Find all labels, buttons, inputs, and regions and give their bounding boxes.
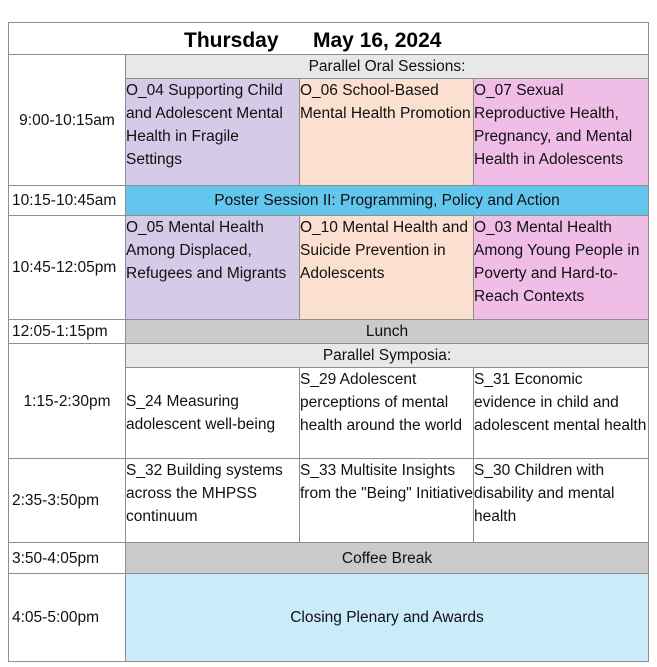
schedule-table (8, 22, 649, 662)
session-cell: O_04 Supporting Child and Adolescent Mental Health in Fragile Settings (126, 79, 300, 186)
schedule-day: Thursday (184, 29, 279, 52)
time-slot: 10:45-12:05pm (9, 216, 126, 320)
schedule (8, 22, 649, 662)
time-slot: 4:05-5:00pm (9, 574, 126, 662)
session-cell: S_24 Measuring adolescent well-being (126, 368, 300, 459)
session-cell: O_05 Mental Health Among Displaced, Refugees and Migrants (126, 216, 300, 320)
session-cell: S_33 Multisite Insights from the "Being" Initiative (300, 459, 474, 543)
time-slot: 3:50-4:05pm (9, 543, 126, 574)
session-cell: S_30 Children with disability and mental health (474, 459, 649, 543)
poster-session-band: Poster Session II: Programming, Policy and Action (126, 186, 649, 216)
time-slot: 10:15-10:45am (9, 186, 126, 216)
session-cell: O_03 Mental Health Among Young People in Poverty and Hard-to-Reach Contexts (474, 216, 649, 320)
session-cell: O_07 Sexual Reproductive Health, Pregnancy, and Mental Health in Adolescents (474, 79, 649, 186)
session-cell: S_29 Adolescent perceptions of mental health around the world (300, 368, 474, 459)
time-slot: 2:35-3:50pm (9, 459, 126, 543)
oral-sessions-heading: Parallel Oral Sessions: (126, 55, 649, 79)
closing-plenary-band: Closing Plenary and Awards (126, 574, 649, 662)
symposia-heading: Parallel Symposia: (126, 344, 649, 368)
session-cell: S_31 Economic evidence in child and adolescent mental health (474, 368, 649, 459)
session-cell: O_10 Mental Health and Suicide Prevention in Adolescents (300, 216, 474, 320)
time-slot: 1:15-2:30pm (9, 344, 126, 459)
session-cell: O_06 School-Based Mental Health Promotion (300, 79, 474, 186)
session-cell: S_32 Building systems across the MHPSS continuum (126, 459, 300, 543)
time-slot: 12:05-1:15pm (9, 320, 126, 344)
coffee-break-band: Coffee Break (126, 543, 649, 574)
lunch-band: Lunch (126, 320, 649, 344)
time-slot: 9:00-10:15am (9, 55, 126, 186)
schedule-date: May 16, 2024 (313, 29, 442, 52)
